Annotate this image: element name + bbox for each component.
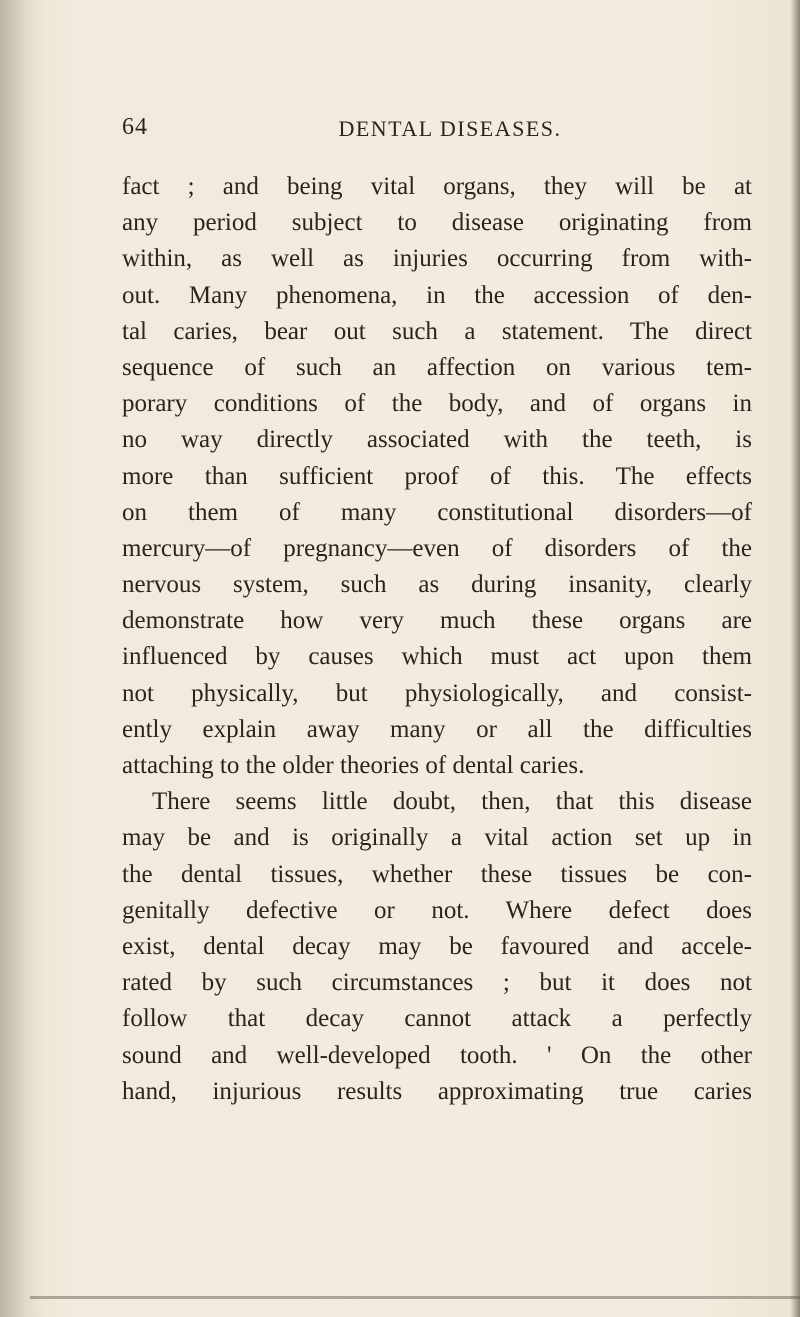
- text-line: out. Many phenomena, in the accession of den-: [122, 281, 752, 309]
- text-line: more than sufficient proof of this. The effects: [122, 462, 752, 490]
- text-line: demonstrate how very much these organs are: [122, 607, 752, 635]
- body-text: [122, 169, 752, 1110]
- text-line: the dental tissues, whether these tissues be con-: [122, 860, 752, 888]
- text-line: sound and well-developed tooth. ' On the other: [122, 1041, 752, 1069]
- text-line: no way directly associated with the teeth, is: [122, 426, 752, 454]
- text-line: genitally defective or not. Where defect does: [122, 896, 752, 924]
- text-line: within, as well as injuries occurring from with-: [122, 245, 752, 273]
- text-line: nervous system, such as during insanity, clearly: [122, 571, 752, 599]
- text-line: attaching to the older theories of dental caries.: [122, 752, 585, 779]
- binding-gutter-shadow: [0, 0, 44, 1317]
- text-line: rated by such circumstances ; but it does not: [122, 969, 752, 997]
- text-line: porary conditions of the body, and of organs in: [122, 390, 752, 418]
- text-line: ently explain away many or all the difficulties: [122, 715, 752, 743]
- text-line: hand, injurious results approximating true caries: [122, 1077, 752, 1105]
- text-line: There seems little doubt, then, that this disease: [152, 788, 752, 816]
- text-line: influenced by causes which must act upon them: [122, 643, 752, 671]
- text-line: sequence of such an affection on various tem-: [122, 353, 752, 381]
- running-head: DENTAL DISEASES.: [338, 116, 562, 141]
- text-line: tal caries, bear out such a statement. The direct: [122, 317, 752, 345]
- page-number: 64: [122, 114, 148, 140]
- page-header: [122, 114, 752, 148]
- text-line: exist, dental decay may be favoured and accele-: [122, 932, 752, 960]
- text-line: any period subject to disease originating from: [122, 209, 752, 237]
- text-line: mercury—of pregnancy—even of disorders of the: [122, 534, 752, 562]
- page-right-edge: [790, 0, 800, 1317]
- text-line: follow that decay cannot attack a perfectly: [122, 1005, 752, 1033]
- text-line: fact ; and being vital organs, they will be at: [122, 173, 752, 200]
- page-bottom-edge: [30, 1296, 800, 1299]
- text-line: on them of many constitutional disorders—of: [122, 498, 752, 526]
- text-line: may be and is originally a vital action set up in: [122, 824, 752, 852]
- text-line: not physically, but physiologically, and consist-: [122, 679, 752, 707]
